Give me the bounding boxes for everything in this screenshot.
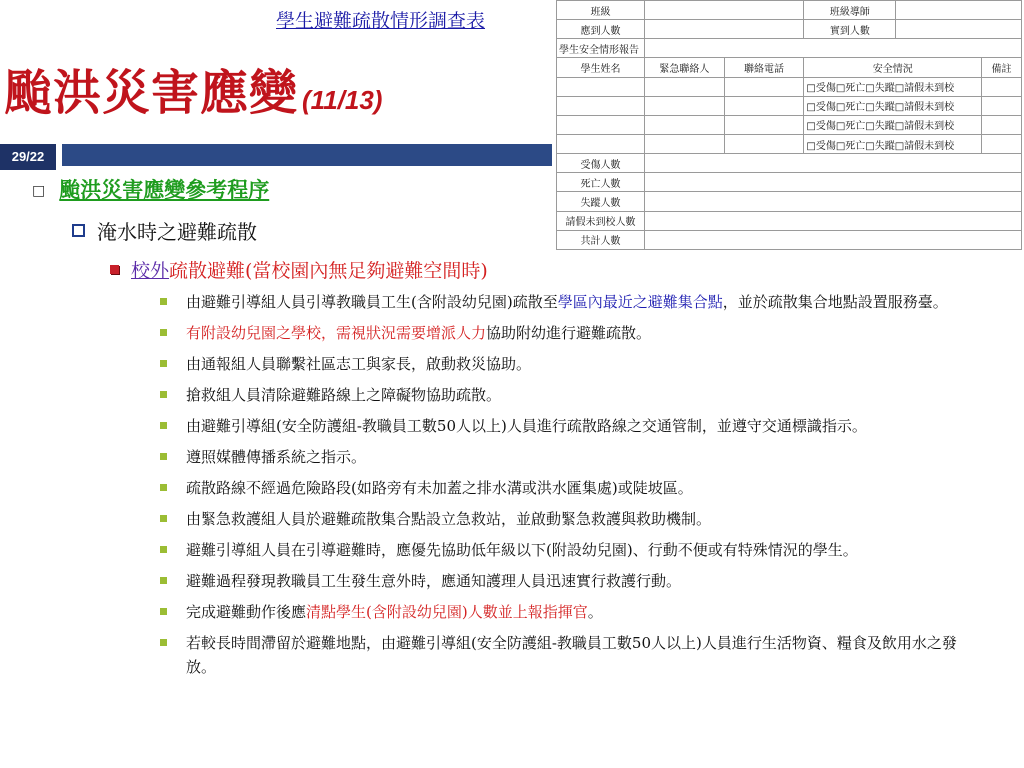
green-square-bullet-icon [160,484,167,491]
outline-level3 [110,256,488,283]
item-text: 完成避難動作後應 [186,603,307,621]
level2-heading: 淹水時之避難疏散 [97,220,257,244]
blue-square-bullet-icon [72,224,85,237]
status-options[interactable]: □受傷□死亡□失蹤□請假未到校 [804,115,982,134]
outline-level1 [32,174,269,204]
summary-label: 共計人數 [557,230,645,249]
off-campus-link[interactable]: 校外 [131,260,170,282]
item-text: 由避難引導組(安全防護組-教職員工數50人以上)人員進行疏散路線之交通管制，並遵守交通標識指示。 [186,417,867,435]
actual-count-field[interactable] [896,20,1022,39]
list-item [160,383,984,407]
summary-value[interactable] [644,211,1021,230]
level1-heading: 颱洪災害應變參考程序 [59,177,270,202]
table-row [557,96,1022,115]
list-item [160,538,984,562]
remarks-cell[interactable] [982,115,1022,134]
table-row [557,115,1022,134]
emergency-contact-cell[interactable] [644,134,724,153]
outline-level2 [72,216,257,245]
student-name-cell[interactable] [557,96,645,115]
green-square-bullet-icon [160,329,167,336]
item-text: 避難過程發現教職員工生發生意外時，應通知護理人員迅速實行救護行動。 [186,572,682,590]
column-header: 學生姓名 [557,58,645,77]
table-row [557,1,1022,20]
green-square-bullet-icon [160,391,167,398]
item-emphasis: 清點學生(含附設幼兒園)人數並上報指揮官 [306,603,588,621]
phone-cell[interactable] [724,115,804,134]
item-text: 遵照媒體傳播系統之指示。 [186,448,367,466]
item-text: 搶救組人員清除避難路線上之障礙物協助疏散。 [186,386,502,404]
status-options[interactable]: □受傷□死亡□失蹤□請假未到校 [804,96,982,115]
survey-form-table [556,0,1022,250]
report-spacer [644,39,1021,58]
summary-value[interactable] [644,154,1021,173]
list-item [160,445,984,469]
list-item [160,600,984,624]
list-item [160,631,984,679]
form-title-link[interactable]: 學生避難疏散情形調查表 [276,10,486,32]
report-section-label: 學生安全情形報告 [557,39,645,58]
green-square-bullet-icon [160,360,167,367]
summary-value[interactable] [644,230,1021,249]
status-options[interactable]: □受傷□死亡□失蹤□請假未到校 [804,77,982,96]
summary-label: 請假未到校人數 [557,211,645,230]
summary-label: 受傷人數 [557,154,645,173]
item-text: 若較長時間滯留於避難地點，由避難引導組(安全防護組-教職員工數50人以上)人員進行生活物資、糧食及飲用水之發放。 [186,634,957,676]
column-header: 安全情況 [804,58,982,77]
slide-title [4,54,382,123]
table-row [557,192,1022,211]
page-marker: (11/13) [302,85,383,115]
table-row [557,134,1022,153]
summary-label: 失蹤人數 [557,192,645,211]
student-name-cell[interactable] [557,115,645,134]
homeroom-teacher-label: 班級導師 [804,1,896,20]
table-row [557,39,1022,58]
list-item [160,476,984,500]
green-square-bullet-icon [160,546,167,553]
emergency-contact-cell[interactable] [644,115,724,134]
remarks-cell[interactable] [982,134,1022,153]
column-header: 聯絡電話 [724,58,804,77]
status-options[interactable]: □受傷□死亡□失蹤□請假未到校 [804,134,982,153]
item-text: ，並於疏散集合地點設置服務臺。 [722,293,948,311]
item-text: 由避難引導組人員引導教職員工生(含附設幼兒園)疏散至 [186,293,558,311]
class-label: 班級 [557,1,645,20]
item-emphasis: 學區內最近之避難集合點 [557,293,723,311]
green-square-bullet-icon [160,515,167,522]
class-field[interactable] [644,1,803,20]
emergency-contact-cell[interactable] [644,96,724,115]
item-text: 避難引導組人員在引導避難時，應優先協助低年級以下(附設幼兒園)、行動不便或有特殊情況的學生。 [186,541,858,559]
summary-value[interactable] [644,192,1021,211]
hollow-square-bullet-icon: □ [32,183,46,199]
column-header: 備註 [982,58,1022,77]
green-square-bullet-icon [160,608,167,615]
table-row [557,154,1022,173]
summary-label: 死亡人數 [557,173,645,192]
item-text: 由通報組人員聯繫社區志工與家長，啟動救災協助。 [186,355,532,373]
table-row [557,211,1022,230]
table-row [557,20,1022,39]
expected-count-label: 應到人數 [557,20,645,39]
list-item [160,290,984,314]
green-square-bullet-icon [160,422,167,429]
phone-cell[interactable] [724,96,804,115]
remarks-cell[interactable] [982,96,1022,115]
homeroom-teacher-field[interactable] [896,1,1022,20]
column-header: 緊急聯絡人 [644,58,724,77]
actual-count-label: 實到人數 [804,20,896,39]
table-row [557,173,1022,192]
phone-cell[interactable] [724,77,804,96]
item-text: 由緊急救護組人員於避難疏散集合點設立急救站，並啟動緊急救護與救助機制。 [186,510,712,528]
slide-title-text: 颱洪災害應變 [4,65,299,121]
list-item [160,352,984,376]
item-text: 。 [587,603,603,621]
summary-value[interactable] [644,173,1021,192]
item-emphasis: 有附設幼兒園之學校，需視狀況需要增派人力 [186,324,487,342]
level3-heading: 疏散避難(當校園內無足夠避難空間時) [169,260,488,282]
phone-cell[interactable] [724,134,804,153]
table-header-row [557,58,1022,77]
emergency-contact-cell[interactable] [644,77,724,96]
list-item [160,321,984,345]
expected-count-field[interactable] [644,20,803,39]
green-square-bullet-icon [160,577,167,584]
item-text: 協助附幼進行避難疏散。 [486,324,652,342]
table-row [557,230,1022,249]
green-square-bullet-icon [160,453,167,460]
list-item [160,414,984,438]
remarks-cell[interactable] [982,77,1022,96]
item-text: 疏散路線不經過危險路段(如路旁有未加蓋之排水溝或洪水匯集處)或陡坡區。 [186,479,693,497]
header-bar [62,144,552,166]
procedure-list [160,290,984,686]
student-name-cell[interactable] [557,77,645,96]
red-square-bullet-icon [110,265,119,274]
list-item [160,569,984,593]
green-square-bullet-icon [160,639,167,646]
list-item [160,507,984,531]
table-row [557,77,1022,96]
green-square-bullet-icon [160,298,167,305]
slide-number-badge: 29/22 [0,144,56,170]
student-name-cell[interactable] [557,134,645,153]
